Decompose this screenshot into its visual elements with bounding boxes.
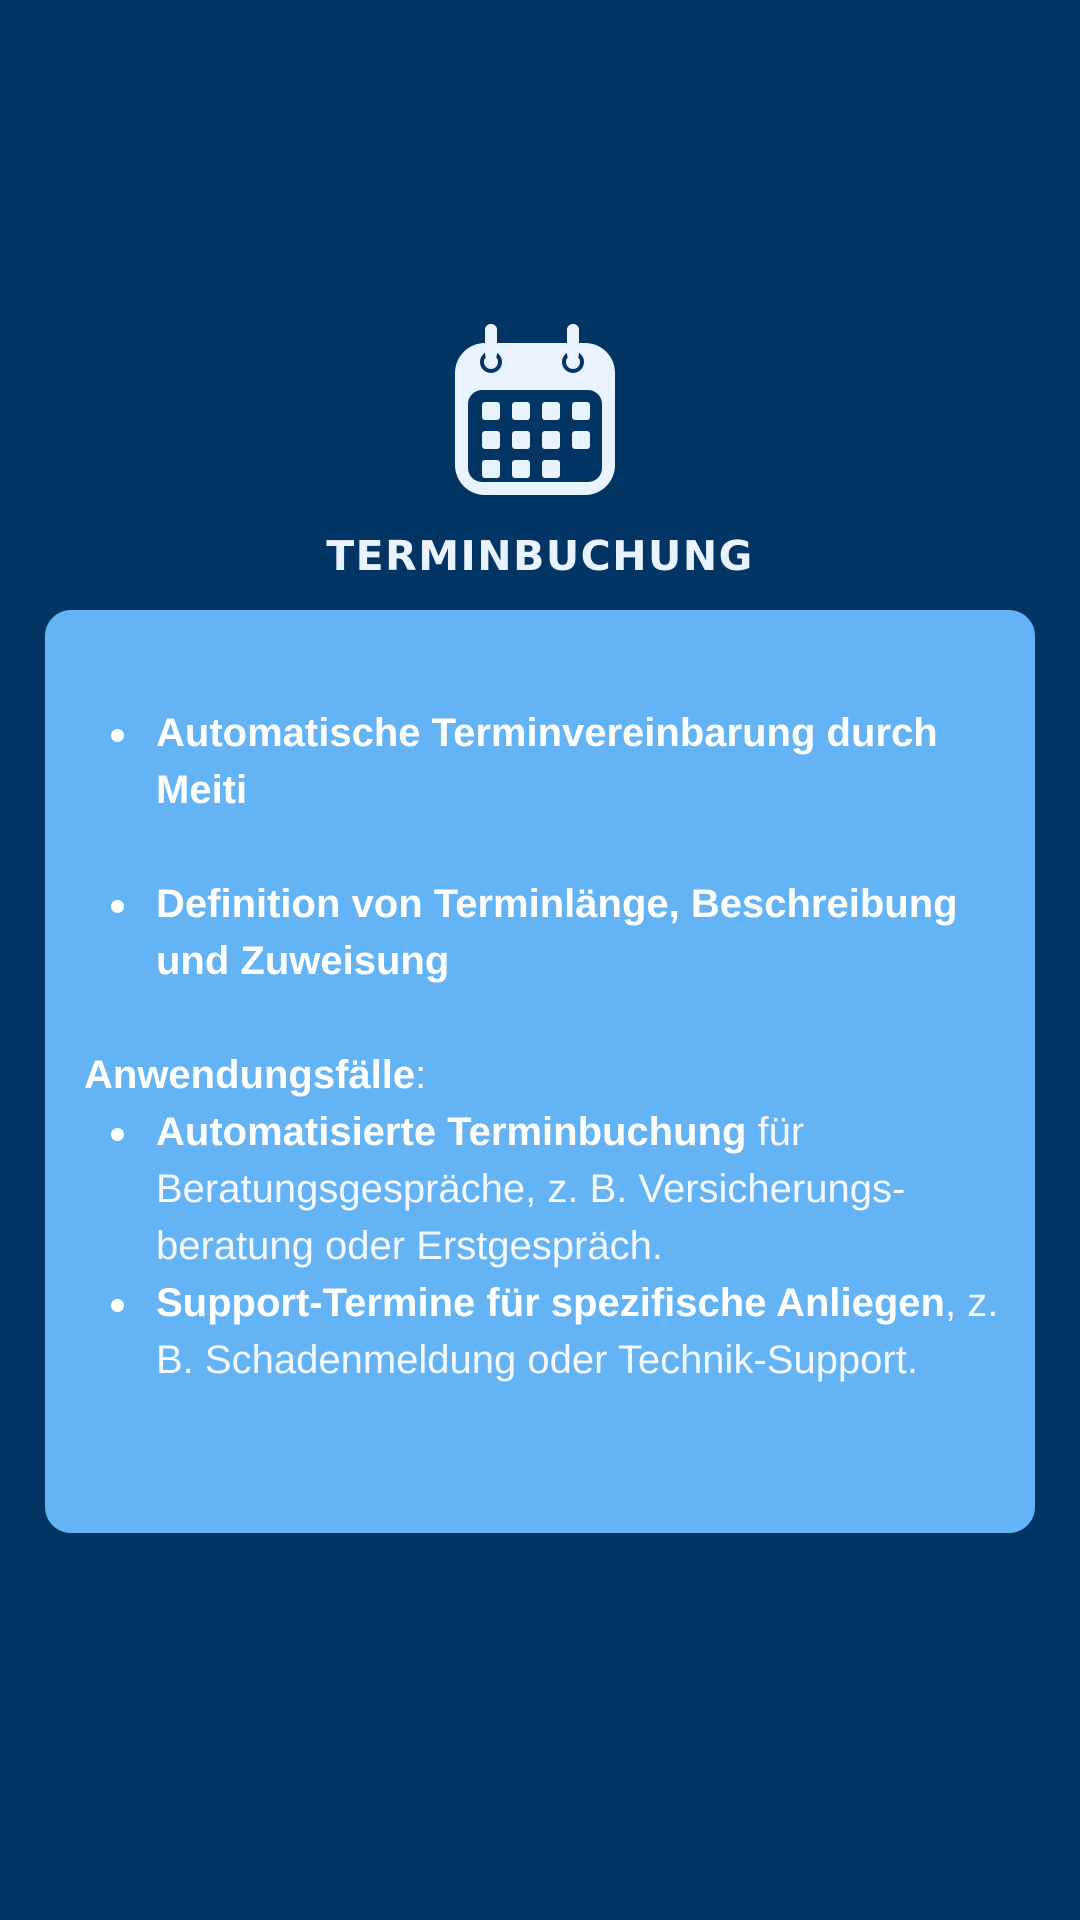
- list-item: [84, 1104, 1005, 1275]
- bullet-icon: [111, 1128, 124, 1141]
- bullet-icon: [111, 729, 124, 742]
- usecase-description: , z. B. Schadenmeldung oder Technik-Support.: [156, 1281, 999, 1382]
- feature-card: [45, 610, 1035, 1533]
- bullet-icon: [111, 1299, 124, 1312]
- list-item: [84, 705, 1005, 819]
- bullet-icon: [111, 900, 124, 913]
- usecase-title: Automatisierte Terminbuchung: [156, 1110, 747, 1154]
- feature-text: Automatische Terminvereinbarung durch Meiti: [156, 711, 938, 812]
- usecase-list: [84, 1104, 1005, 1389]
- feature-list: [84, 705, 1005, 990]
- page-title: TERMINBUCHUNG: [326, 532, 754, 580]
- usecases-heading: [84, 1047, 1005, 1104]
- usecase-description: für Beratungsgespräche, z. B. Versicherungs-beratung oder Erstgespräch.: [156, 1110, 906, 1268]
- usecases-heading-label: Anwendungsfälle: [84, 1053, 416, 1097]
- usecase-title: Support-Termine für spezifische Anliegen: [156, 1281, 945, 1325]
- feature-text: Definition von Terminlänge, Beschreibung und Zuweisung: [156, 882, 958, 983]
- list-item: [84, 876, 1005, 990]
- list-item: [84, 1275, 1005, 1389]
- usecases-heading-colon: :: [415, 1053, 427, 1097]
- calendar-icon: [451, 324, 619, 502]
